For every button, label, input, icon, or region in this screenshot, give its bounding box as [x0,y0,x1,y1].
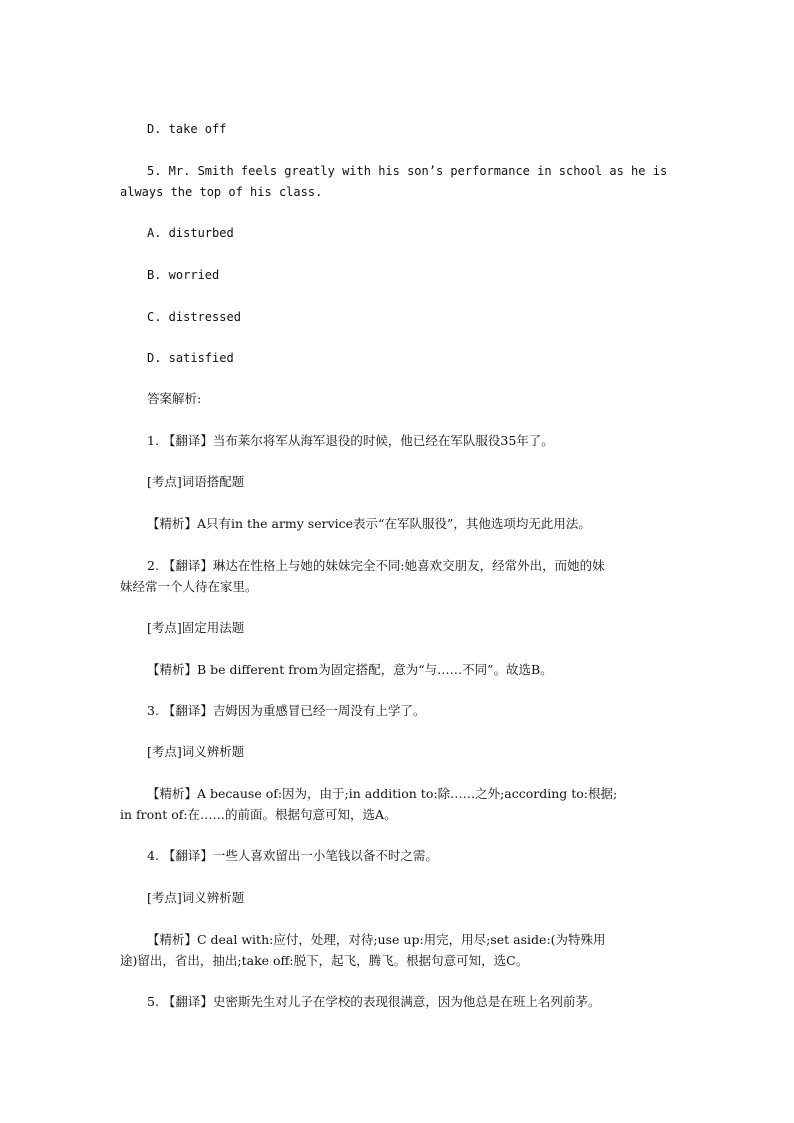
answer-3-translation: 3. 【翻译】吉姆因为重感冒已经一周没有上学了。 [147,703,426,718]
answer-4-analysis-line-1: 【精析】C deal with:应付，处理，对待;use up:用完，用尽;set aside:(为特殊用 [147,932,606,947]
answer-1-analysis: 【精析】A只有in the army service表示“在军队服役”，其他选项均无此用法。 [147,516,591,531]
question-5-line-1: 5. Mr. Smith feels greatly with his son’s performance in school as he is [147,164,668,178]
answer-4-analysis-line-2: 途)留出，省出，抽出;take off:脱下，起飞，腾飞。根据句意可知，选C。 [120,953,529,968]
option-a: A. disturbed [147,226,234,240]
answer-1-translation: 1. 【翻译】当布莱尔将军从海军退役的时候，他已经在军队服役35年了。 [147,433,554,448]
answer-2-translation-line-2: 妹经常一个人待在家里。 [120,579,258,594]
answers-heading: 答案解析: [147,391,202,406]
answer-2-analysis: 【精析】B be different from为固定搭配，意为“与……不同”。故选B。 [147,662,553,677]
answer-3-analysis-line-2: in front of:在……的前面。根据句意可知，选A。 [120,807,397,822]
option-c: C. distressed [147,310,241,324]
answer-2-point: [考点]固定用法题 [147,620,245,635]
answer-5-translation: 5. 【翻译】史密斯先生对儿子在学校的表现很满意，因为他总是在班上名列前茅。 [147,994,601,1009]
answer-1-point: [考点]词语搭配题 [147,474,245,489]
option-d-take-off: D. take off [147,122,227,136]
answer-4-translation: 4. 【翻译】一些人喜欢留出一小笔钱以备不时之需。 [147,848,438,863]
option-b: B. worried [147,268,220,282]
option-d: D. satisfied [147,351,234,365]
answer-3-point: [考点]词义辨析题 [147,744,245,759]
answer-4-point: [考点]词义辨析题 [147,890,245,905]
question-5-line-2: always the top of his class. [120,185,323,199]
answer-2-translation-line-1: 2. 【翻译】琳达在性格上与她的妹妹完全不同:她喜欢交朋友，经常外出，而她的妹 [147,558,605,573]
answer-3-analysis-line-1: 【精析】A because of:因为，由于;in addition to:除……之外;according to:根据; [147,786,618,801]
